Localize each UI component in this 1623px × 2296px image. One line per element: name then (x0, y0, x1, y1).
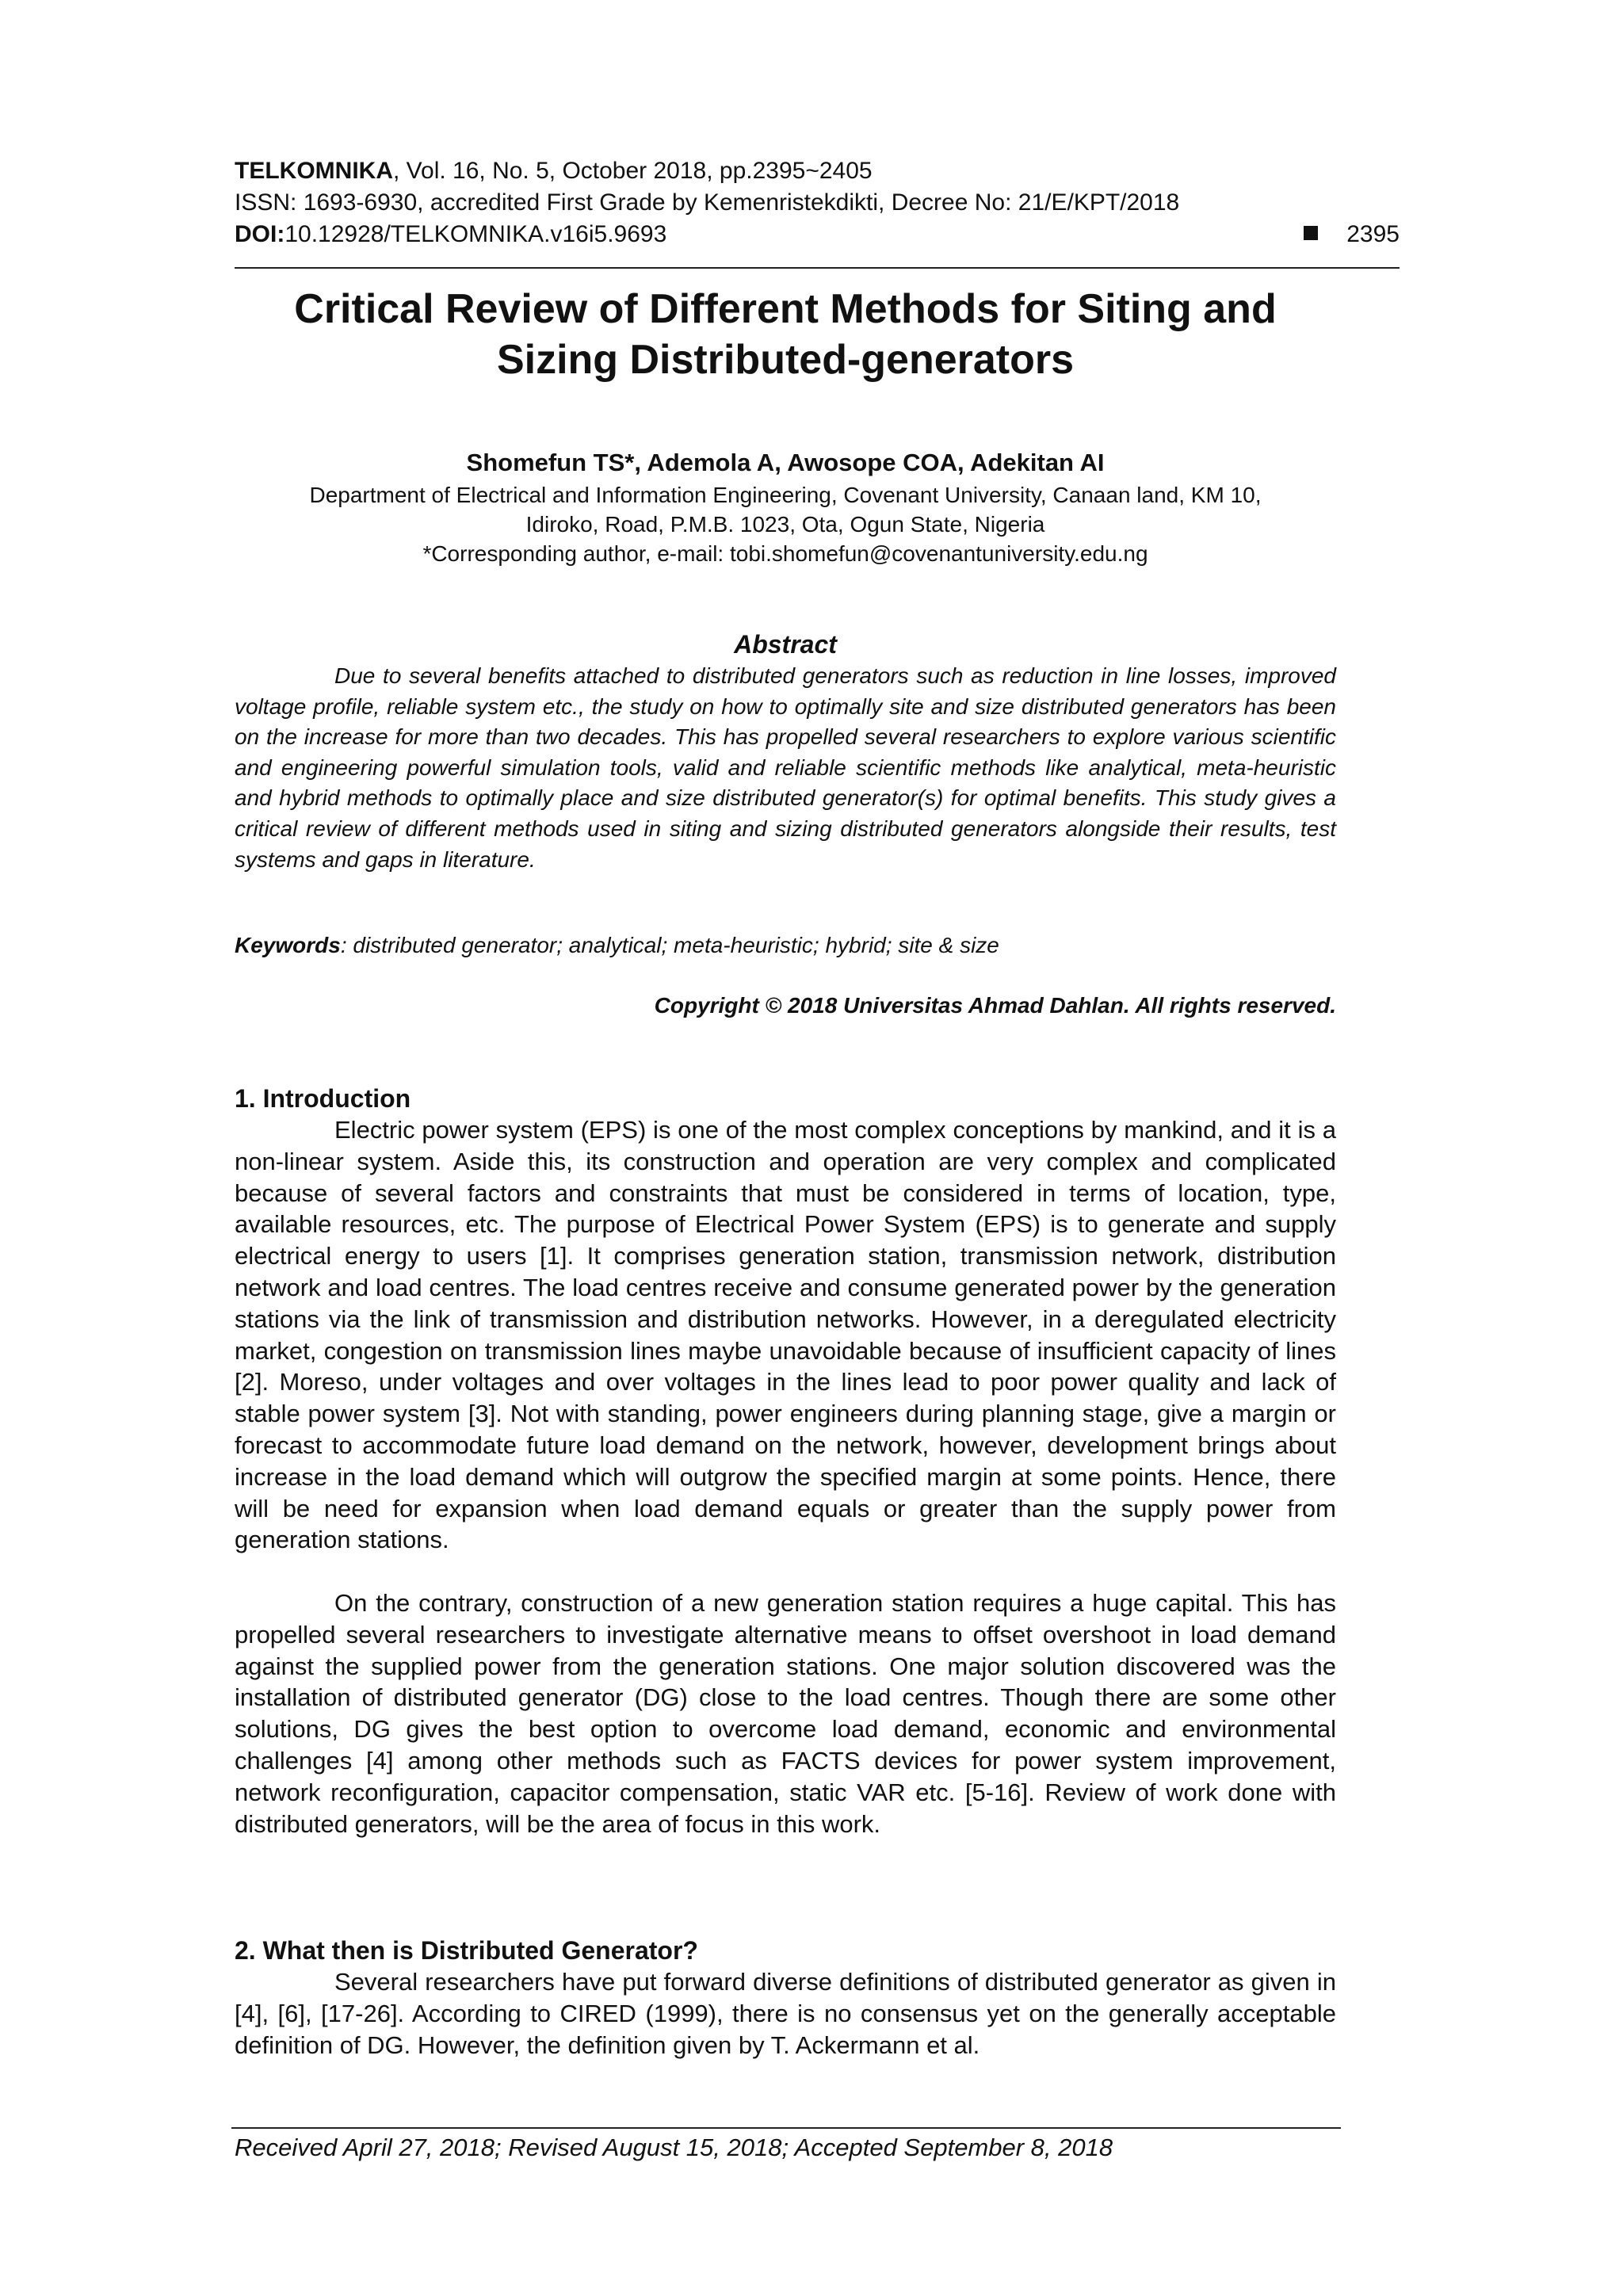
running-header (235, 155, 1400, 250)
doi-value: 10.12928/TELKOMNIKA.v16i5.9693 (285, 221, 667, 247)
section-heading-distributed-generator: 2. What then is Distributed Generator? (235, 1936, 698, 1965)
footer-rule (231, 2127, 1341, 2129)
abstract-text: Due to several benefits attached to distributed generators such as reduction in line losses, improved voltage profile, reliable system etc., the study on how to optimally site and size distributed generators has been on the increase for more than two decades. This has propelled several researchers to explore various scientific and engineering powerful simulation tools, valid and reliable scientific methods like analytical, meta-heuristic and hybrid methods to optimally place and size distributed generator(s) for optimal benefits. This study gives a critical review of different methods used in siting and sizing distributed generators alongside their results, test systems and gaps in literature. (235, 663, 1336, 872)
doi-label: DOI: (235, 221, 285, 247)
corresponding-author: *Corresponding author, e-mail: tobi.shomefun@covenantuniversity.edu.ng (422, 541, 1148, 566)
title-line-2: Sizing Distributed-generators (496, 337, 1075, 383)
issn-line: ISSN: 1693-6930, accredited First Grade by Kemenristekdikti, Decree No: 21/E/KPT/2018 (235, 189, 1180, 216)
volume-info: , Vol. 16, No. 5, October 2018, pp.2395~2405 (392, 158, 873, 184)
author-block (235, 445, 1336, 568)
header-rule (235, 267, 1400, 269)
header-page-number (1304, 219, 1400, 250)
affiliation-line-1: Department of Electrical and Information Engineering, Covenant University, Canaan land, KM 10, (309, 483, 1262, 507)
page-number: 2395 (1346, 221, 1400, 247)
copyright-notice: Copyright © 2018 Universitas Ahmad Dahlan. All rights reserved. (654, 993, 1336, 1018)
section-heading-introduction: 1. Introduction (235, 1084, 411, 1113)
journal-name: TELKOMNIKA (235, 158, 393, 184)
received-dates: Received April 27, 2018; Revised August 15, 2018; Accepted September 8, 2018 (235, 2134, 1113, 2161)
square-bullet-icon (1304, 226, 1318, 240)
journal-line (235, 155, 1400, 187)
abstract-heading: Abstract (734, 630, 837, 659)
author-names: Shomefun TS*, Ademola A, Awosope COA, Adekitan AI (466, 449, 1105, 476)
section-paragraph: Several researchers have put forward diverse definitions of distributed generator as given in [4], [6], [17-26]. According to CIRED (1999), there is no consensus yet on the generally acceptable definition of DG. However, the definition given by T. Ackermann et al. (235, 1968, 1336, 2059)
section-paragraph: Electric power system (EPS) is one of the most complex conceptions by mankind, and it is a non-linear system. Aside this, its construction and operation are very complex and complicated because of several factors and constraints that must be considered in terms of location, type, available resources, etc. The purpose of Electrical Power System (EPS) is to generate and supply electrical energy to users [1]. It comprises generation station, transmission network, distribution network and load centres. The load centres receive and consume generated power by the generation stations via the link of transmission and distribution networks. However, in a deregulated electricity market, congestion on transmission lines maybe unavoidable because of insufficient capacity of lines [2]. Moreso, under voltages and over voltages in the lines lead to poor power quality and lack of stable power system [3]. Not with standing, power engineers during planning stage, give a margin or forecast to accommodate future load demand on the network, however, development brings about increase in the load demand which will outgrow the specified margin at some points. Hence, there will be need for expansion when load demand equals or greater than the supply power from generation stations. (235, 1116, 1336, 1554)
keywords-label: Keywords (235, 933, 341, 957)
paper-title (235, 284, 1336, 385)
affiliation-line-2: Idiroko, Road, P.M.B. 1023, Ota, Ogun State, Nigeria (525, 512, 1045, 537)
doi-line (235, 219, 1400, 250)
title-line-1: Critical Review of Different Methods for Siting and (294, 286, 1277, 332)
keywords (235, 930, 1336, 961)
keywords-text: : distributed generator; analytical; meta-heuristic; hybrid; site & size (340, 933, 999, 957)
section-paragraph: On the contrary, construction of a new generation station requires a huge capital. This has propelled several researchers to investigate alternative means to offset overshoot in load demand against the supplied power from the generation stations. One major solution discovered was the installation of distributed generator (DG) close to the load centres. Though there are some other solutions, DG gives the best option to overcome load demand, economic and environmental challenges [4] among other methods such as FACTS devices for power system improvement, network reconfiguration, capacitor compensation, static VAR etc. [5-16]. Review of work done with distributed generators, will be the area of focus in this work. (235, 1589, 1336, 1838)
